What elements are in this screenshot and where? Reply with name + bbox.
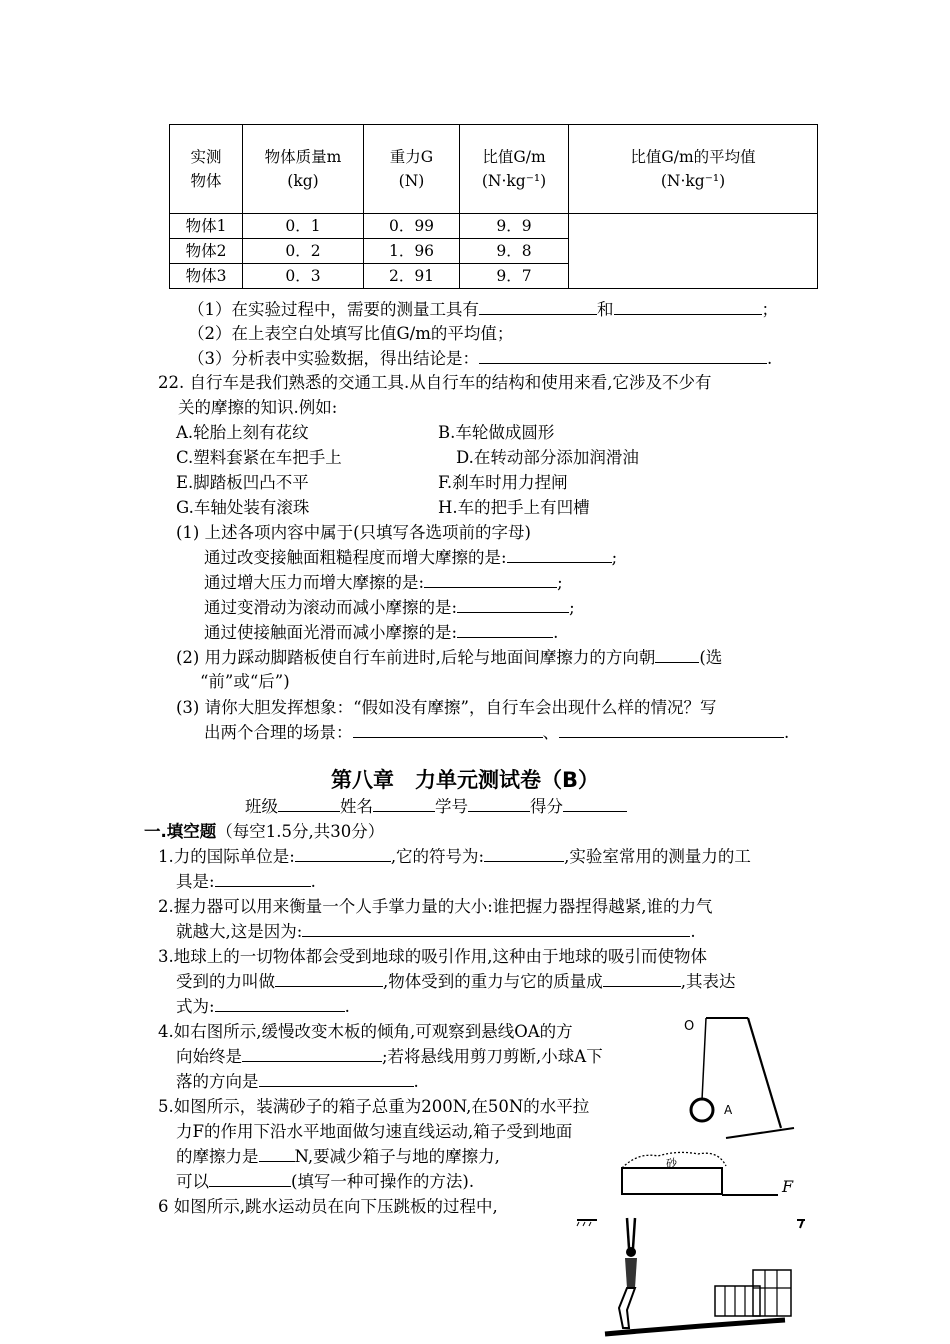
q22-part1c-text: 通过变滑动为滚动而减小摩擦的是: [204, 598, 458, 617]
answer-blank[interactable] [479, 347, 767, 364]
student-info-line [245, 793, 627, 817]
q5-text: N,要减少箱子与地的摩擦力, [294, 1147, 500, 1166]
q5-line1: 5.如图所示，装满砂子的箱子总重为200N,在50N的水平拉 [158, 1097, 590, 1116]
punct: . [413, 1072, 419, 1091]
q22-intro: 22. 自行车是我们熟悉的交通工具.从自行车的结构和使用来看,它涉及不少有 [158, 373, 712, 392]
q22-part2-text: (选 [699, 648, 723, 667]
answer-blank[interactable] [424, 571, 557, 588]
punct: . [344, 997, 350, 1016]
table-header-cell [243, 125, 364, 214]
section-note: （每空1.5分,共30分） [216, 822, 385, 841]
score-label: 得分 [530, 797, 563, 816]
q21-item1 [188, 296, 778, 320]
table-cell: 9．9 [460, 214, 569, 239]
sand-box [622, 1168, 722, 1194]
answer-blank[interactable] [457, 596, 569, 613]
q22-part3: (3) 请你大胆发挥想象：“假如没有摩擦”，自行车会出现什么样的情况？写 [176, 698, 717, 717]
q6-line1: 6 如图所示,跳水运动员在向下压跳板的过程中, [158, 1197, 498, 1216]
q4-line3 [176, 1068, 419, 1092]
header-text: 比值G/m的平均值 [630, 148, 756, 166]
table-cell: 0．99 [364, 214, 460, 239]
q1-text: ,它的符号为: [390, 847, 485, 866]
sand-label: 砂 [666, 1157, 677, 1170]
page-title: 第八章 力单元测试卷（B） [331, 768, 600, 792]
section-title: 填空题 [166, 822, 217, 841]
q4-line1: 4.如右图所示,缓慢改变木板的倾角,可观察到悬线OA的方 [158, 1022, 573, 1041]
q22-part2-text: (2) 用力踩动脚踏板使自行车前进时,后轮与地面间摩擦力的方向朝 [176, 648, 656, 667]
id-label: 学号 [435, 797, 468, 816]
ground-line [726, 1128, 794, 1138]
q1-text: 1.力的国际单位是: [158, 847, 295, 866]
q5-line2: 力F的作用下沿水平地面做匀速直线运动,箱子受到地面 [176, 1122, 573, 1141]
answer-blank[interactable] [275, 970, 383, 987]
point-o-label: O [684, 1019, 695, 1034]
q5-line4 [176, 1168, 474, 1192]
answer-blank[interactable] [603, 970, 681, 987]
q21-item3 [188, 345, 772, 369]
q3-text: 受到的力叫做 [176, 972, 275, 991]
section-heading [144, 818, 384, 842]
springboard [605, 1320, 785, 1334]
header-text: 比值G/m [482, 148, 546, 166]
class-field[interactable] [278, 795, 340, 812]
q3-text: ,其表达 [680, 972, 736, 991]
answer-blank[interactable] [457, 621, 553, 638]
header-text: (N) [398, 172, 425, 190]
answer-blank[interactable] [259, 1070, 414, 1087]
diving-figure [575, 1208, 815, 1343]
punct: . [690, 922, 696, 941]
q22-part3-text: 出两个合理的场景： [204, 723, 353, 742]
answer-blank[interactable] [614, 298, 762, 315]
q3-line3 [176, 993, 350, 1017]
answer-blank[interactable] [215, 995, 345, 1012]
table-cell: 物体1 [170, 214, 243, 239]
punct: 、 [542, 723, 559, 742]
q3-line2 [176, 968, 736, 992]
answer-blank[interactable] [507, 546, 612, 563]
option-e: E.脚踏板凹凸不平 [176, 473, 309, 492]
q5-text: 的摩擦力是 [176, 1147, 259, 1166]
diver-arms [627, 1218, 629, 1248]
q21-item3-text: . [767, 349, 773, 368]
table-header-cell [364, 125, 460, 214]
header-text: 物体质量m [264, 148, 342, 166]
option-a: A.轮胎上刻有花纹 [176, 423, 309, 442]
point-a-label: A [724, 1103, 733, 1117]
option-f: F.刹车时用力捏闸 [438, 473, 568, 492]
answer-blank[interactable] [215, 870, 311, 887]
table-cell: 1．96 [364, 239, 460, 264]
q3-line1: 3.地球上的一切物体都会受到地球的吸引作用,这种由于地球的吸引而使物体 [158, 947, 707, 966]
q21-item2: （2）在上表空白处填写比值G/m的平均值； [188, 324, 514, 343]
table-header-cell [170, 125, 243, 214]
measurement-table [169, 124, 818, 289]
answer-blank[interactable] [353, 721, 543, 738]
header-text: (N·kg⁻¹) [660, 172, 726, 190]
diver-body [625, 1258, 637, 1288]
q5-text: 可以 [176, 1172, 209, 1191]
q22-part1d [204, 619, 558, 643]
option-d: D.在转动部分添加润滑油 [456, 448, 639, 467]
q22-part1: (1) 上述各项内容中属于(只填写各选项前的字母) [176, 523, 531, 542]
table-cell: 0．3 [243, 264, 364, 289]
q22-part1a [204, 544, 617, 568]
header-text: 物体 [190, 172, 222, 190]
table-cell: 9．8 [460, 239, 569, 264]
q22-part3-cont [204, 719, 789, 743]
option-g: G.车轴处装有滚珠 [176, 498, 310, 517]
q22-part1a-text: 通过改变接触面粗糙程度而增大摩擦的是: [204, 548, 507, 567]
q21-item1-text: ； [761, 300, 778, 319]
punct: ; [557, 573, 563, 592]
answer-blank[interactable] [242, 1045, 382, 1062]
name-label: 姓名 [340, 797, 373, 816]
header-text: 重力G [389, 148, 434, 166]
q5-text: (填写一种可操作的方法). [291, 1172, 475, 1191]
section-number: 一. [144, 822, 167, 841]
q21-item1-text: 和 [597, 300, 614, 319]
punct: ; [569, 598, 575, 617]
header-text: (kg) [287, 172, 319, 190]
sand-box-figure [618, 1148, 808, 1198]
q4-line2 [176, 1043, 603, 1067]
table-header-cell [569, 125, 818, 214]
answer-blank[interactable] [209, 1170, 291, 1187]
id-field[interactable] [468, 795, 530, 812]
average-answer-cell[interactable] [569, 214, 818, 289]
name-field[interactable] [373, 795, 435, 812]
table-cell: 0．2 [243, 239, 364, 264]
q4-text: 向始终是 [176, 1047, 242, 1066]
table-cell: 9．7 [460, 264, 569, 289]
q4-text: 落的方向是 [176, 1072, 259, 1091]
q1-line1 [158, 843, 751, 867]
q22-intro: 关的摩擦的知识.例如: [178, 398, 338, 417]
q2-text: 就越大,这是因为: [176, 922, 303, 941]
answer-blank[interactable] [479, 298, 597, 315]
q21-item3-text: （3）分析表中实验数据，得出结论是： [188, 349, 479, 368]
punct: ; [611, 548, 618, 567]
board-frame [753, 1270, 791, 1316]
plumb-line [702, 1018, 706, 1100]
table-row [170, 214, 818, 239]
class-label: 班级 [245, 797, 278, 816]
q1-text: 具是: [176, 872, 215, 891]
diver-head [626, 1247, 636, 1257]
answer-blank[interactable] [655, 646, 699, 663]
option-c: C.塑料套紧在车把手上 [176, 448, 342, 467]
q1-line2 [176, 868, 316, 892]
answer-blank[interactable] [559, 721, 784, 738]
option-b: B.车轮做成圆形 [438, 423, 555, 442]
q22-part1c [204, 594, 575, 618]
q4-text: ;若将悬线用剪刀剪断,小球A下 [382, 1047, 603, 1066]
diver-legs [619, 1288, 635, 1328]
table-cell: 2．91 [364, 264, 460, 289]
plumb-line-figure [676, 1010, 816, 1145]
q22-part1b [204, 569, 563, 593]
score-field[interactable] [563, 795, 627, 812]
table-cell: 0．1 [243, 214, 364, 239]
answer-blank[interactable] [259, 1145, 295, 1162]
header-text: 实测 [190, 148, 222, 166]
answer-blank[interactable] [295, 845, 391, 862]
answer-blank[interactable] [302, 920, 690, 937]
q5-line3 [176, 1143, 500, 1167]
q21-item1-text: （1）在实验过程中，需要的测量工具有 [188, 300, 479, 319]
q22-part2 [176, 644, 722, 668]
punct: . [310, 872, 316, 891]
force-f-label: F [782, 1177, 794, 1196]
q2-line2 [176, 918, 696, 942]
option-h: H.车的把手上有凹槽 [438, 498, 590, 517]
q22-part2-cont: “前”或“后”) [200, 672, 290, 691]
q2-line1: 2.握力器可以用来衡量一个人手掌力量的大小:谁把握力器捏得越紧,谁的力气 [158, 897, 713, 916]
table-cell: 物体2 [170, 239, 243, 264]
header-text: (N·kg⁻¹) [481, 172, 547, 190]
table-header-cell [460, 125, 569, 214]
table-cell: 物体3 [170, 264, 243, 289]
answer-blank[interactable] [484, 845, 564, 862]
tilted-board [748, 1018, 781, 1128]
q3-text: ,物体受到的重力与它的质量成 [383, 972, 603, 991]
punct: . [553, 623, 559, 642]
table-header-row [170, 125, 818, 214]
ball-a [691, 1099, 713, 1121]
q22-part1d-text: 通过使接触面光滑而减小摩擦的是: [204, 623, 458, 642]
q22-part1b-text: 通过增大压力而增大摩擦的是: [204, 573, 425, 592]
q3-text: 式为: [176, 997, 215, 1016]
punct: . [784, 723, 790, 742]
q1-text: ,实验室常用的测量力的工 [564, 847, 751, 866]
